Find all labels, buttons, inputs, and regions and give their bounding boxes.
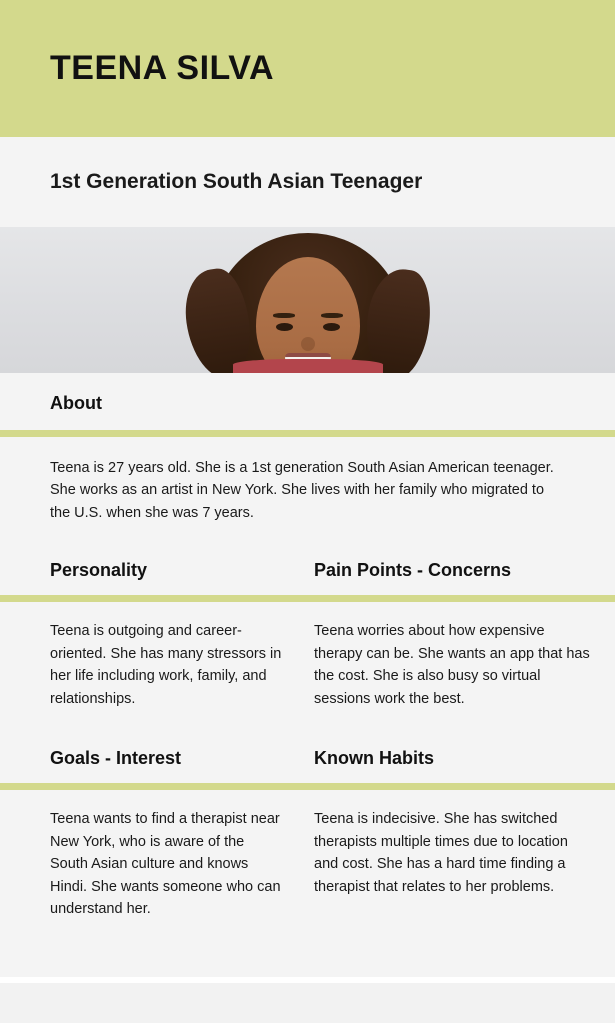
header-band [0,0,615,137]
page-title: TEENA SILVA [50,49,274,87]
about-text: Teena is 27 years old. She is a 1st generation South Asian American teenager. She works as an artist in New York. She lives with her family who migrated to the U.S. when she was 7 years. [50,460,554,521]
about-body [0,437,615,538]
bottom-edge [0,977,615,983]
about-title-row [0,373,615,430]
pain-points-text: Teena worries about how expensive therapy can be. She wants an app that has the cost. She is also busy so virtual sessions work the best. [314,623,590,707]
eye-right [323,323,340,331]
eyebrow-left [273,313,295,318]
pain-points-heading: Pain Points - Concerns [314,560,512,581]
about-heading: About [50,393,102,413]
shirt-shape [233,359,383,373]
eye-left [276,323,293,331]
persona-subtitle: 1st Generation South Asian Teenager [50,170,423,193]
row1-title-row [0,538,615,595]
goals-heading: Goals - Interest [50,748,182,769]
subtitle-band [0,137,615,227]
persona-photo [0,227,615,373]
divider-about [0,430,615,437]
portrait-illustration [183,227,433,373]
divider-row1 [0,595,615,602]
nose-shape [301,337,315,351]
personality-text: Teena is outgoing and career-oriented. She has many stressors in her life including work, family, and relationships. [50,623,282,707]
row2-title-row [0,726,615,783]
eyebrow-right [321,313,343,318]
goals-text: Teena wants to find a therapist near New York, who is aware of the South Asian culture and knows Hindi. She wants someone who can understand her. [50,811,281,918]
row1-body-row [0,602,615,726]
divider-row2 [0,783,615,790]
row2-body-row [0,790,615,936]
habits-text: Teena is indecisive. She has switched therapists multiple times due to location and cost. She has a hard time finding a therapist that relates to her problems. [314,811,568,895]
bottom-spacer [0,937,615,977]
personality-heading: Personality [50,560,148,581]
habits-heading: Known Habits [314,748,434,769]
